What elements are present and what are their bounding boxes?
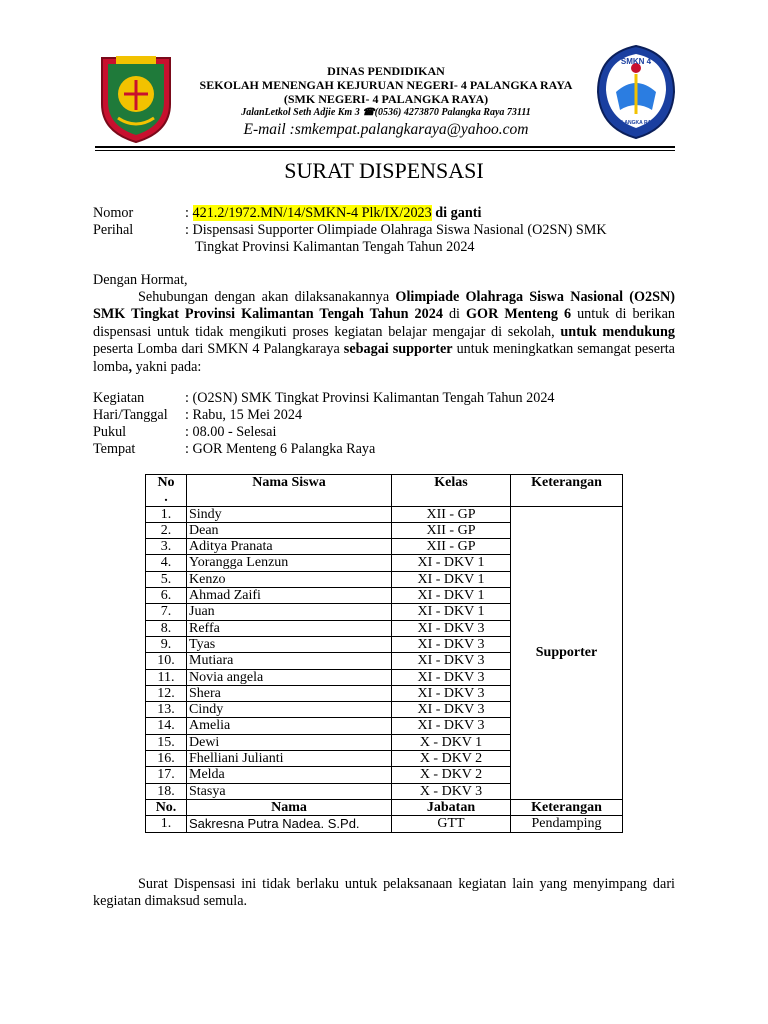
nomor-label: Nomor — [93, 205, 134, 221]
row-nama: Juan — [187, 604, 392, 620]
row-nama: Stasya — [187, 783, 392, 799]
row-no: 9. — [146, 636, 187, 652]
row-nama: Dean — [187, 522, 392, 538]
pukul-label: Pukul — [93, 424, 127, 440]
row-nama: Cindy — [187, 702, 392, 718]
tanggal-label: Hari/Tanggal — [93, 407, 168, 423]
row-kelas: X - DKV 2 — [392, 751, 511, 767]
row-no: 16. — [146, 751, 187, 767]
province-emblem-logo — [96, 52, 176, 144]
row-kelas: XI - DKV 1 — [392, 571, 511, 587]
header-kelas: Kelas — [392, 475, 511, 507]
letterhead-divider-thin — [95, 150, 675, 151]
p1-e: untuk di berikan dispensasi untuk tidak mengikuti proses kegiatan belajar mengajar di sekolah, — [93, 306, 675, 340]
tempat-value: : GOR Menteng 6 Palangka Raya — [185, 441, 376, 457]
row-nama: Yorangga Lenzun — [187, 555, 392, 571]
row-nama: Dewi — [187, 734, 392, 750]
row-kelas: XI - DKV 3 — [392, 653, 511, 669]
p1-venue: GOR Menteng 6 — [466, 306, 572, 323]
nomor-row — [93, 205, 675, 223]
school-email: E-mail :smkempat.palangkaraya@yahoo.com — [243, 121, 529, 138]
row-kelas: XI - DKV 1 — [392, 588, 511, 604]
keterangan-supporter: Supporter — [511, 506, 623, 799]
school-logo-top-text: SMKN 4 — [620, 57, 652, 66]
student-table — [145, 474, 623, 833]
table-header-row — [146, 475, 623, 507]
row-nama: Shera — [187, 685, 392, 701]
row-nama: Melda — [187, 767, 392, 783]
row-nama: Sindy — [187, 506, 392, 522]
kegiatan-value: : (O2SN) SMK Tingkat Provinsi Kalimantan Tengah Tahun 2024 — [185, 390, 555, 406]
row-kelas: XI - DKV 3 — [392, 718, 511, 734]
body-paragraph — [93, 289, 675, 376]
row-no: 3. — [146, 539, 187, 555]
perihal-line1: : Dispensasi Supporter Olimpiade Olahraga Siswa Nasional (O2SN) SMK — [185, 222, 607, 238]
row-nama: Ahmad Zaifi — [187, 588, 392, 604]
row-no: 18. — [146, 783, 187, 799]
pendamping-header-nama: Nama — [187, 799, 392, 815]
header-keterangan: Keterangan — [511, 475, 623, 507]
letterhead — [180, 64, 592, 140]
perihal-line2: Tingkat Provinsi Kalimantan Tengah Tahun 2024 — [195, 239, 475, 255]
p1-i: untuk meningkatkan semangat peserta lomba — [93, 341, 675, 375]
kegiatan-label: Kegiatan — [93, 390, 145, 406]
row-kelas: X - DKV 1 — [392, 734, 511, 750]
pendamping-keterangan: Pendamping — [511, 816, 623, 832]
pendamping-header-keterangan: Keterangan — [511, 799, 623, 815]
row-no: 10. — [146, 653, 187, 669]
row-kelas: XII - GP — [392, 506, 511, 522]
row-no: 15. — [146, 734, 187, 750]
school-short-name: (SMK NEGERI- 4 PALANGKA RAYA) — [283, 92, 489, 106]
p1-purpose: untuk mendukung — [560, 323, 675, 340]
pendamping-header-row — [146, 799, 623, 815]
row-kelas: XI - DKV 3 — [392, 620, 511, 636]
row-kelas: X - DKV 2 — [392, 767, 511, 783]
agency-name: DINAS PENDIDIKAN — [327, 64, 445, 78]
p1-c: di — [442, 306, 467, 323]
p1-a: Sehubungan dengan akan dilaksanakannya — [138, 289, 396, 305]
row-no: 5. — [146, 571, 187, 587]
row-no: 11. — [146, 669, 187, 685]
row-no: 8. — [146, 620, 187, 636]
row-nama: Mutiara — [187, 653, 392, 669]
pendamping-jabatan: GTT — [392, 816, 511, 832]
tanggal-value: : Rabu, 15 Mei 2024 — [185, 407, 303, 423]
p1-g: peserta Lomba dari SMKN 4 Palangkaraya — [93, 341, 344, 358]
row-no: 7. — [146, 604, 187, 620]
nomor-colon: : — [185, 205, 193, 221]
row-nama: Novia angela — [187, 669, 392, 685]
nomor-value: 421.2/1972.MN/14/SMKN-4 Plk/IX/2023 — [192, 205, 432, 221]
row-nama: Aditya Pranata — [187, 539, 392, 555]
school-logo-bottom-text: PALANGKA RAYA — [614, 120, 658, 126]
row-no: 2. — [146, 522, 187, 538]
school-logo — [594, 44, 678, 140]
row-nama: Amelia — [187, 718, 392, 734]
row-kelas: X - DKV 3 — [392, 783, 511, 799]
row-kelas: XI - DKV 3 — [392, 636, 511, 652]
perihal-row — [93, 222, 675, 258]
tempat-label: Tempat — [93, 441, 136, 457]
pukul-row — [93, 424, 675, 442]
p1-event-name: Olimpiade Olahraga Siswa Nasional (O2SN) SMK Tingkat Provinsi Kalimantan Tengah Tahun 2024 — [93, 289, 675, 323]
perihal-label: Perihal — [93, 222, 134, 238]
school-address: JalanLetkol Seth Adjie Km 3 ☎(0536) 4273870 Palangka Raya 73111 — [241, 107, 531, 118]
p1-role: sebagai supporter — [343, 341, 453, 358]
header-no: No . — [146, 475, 187, 507]
row-kelas: XI - DKV 3 — [392, 702, 511, 718]
pendamping-header-jabatan: Jabatan — [392, 799, 511, 815]
row-kelas: XI - DKV 3 — [392, 669, 511, 685]
pendamping-nama: Sakresna Putra Nadea. S.Pd. — [187, 816, 392, 832]
nomor-suffix: di ganti — [431, 205, 482, 221]
p1-comma: , — [128, 358, 133, 375]
row-no: 4. — [146, 555, 187, 571]
greeting: Dengan Hormat, — [93, 272, 188, 288]
nomor-value-line — [185, 205, 481, 222]
kegiatan-row — [93, 390, 675, 408]
row-no: 17. — [146, 767, 187, 783]
pendamping-no: 1. — [146, 816, 187, 832]
row-nama: Kenzo — [187, 571, 392, 587]
row-kelas: XI - DKV 1 — [392, 604, 511, 620]
pukul-value: : 08.00 - Selesai — [185, 424, 277, 440]
p1-k: yakni pada: — [132, 358, 202, 375]
table-row — [146, 506, 623, 522]
pendamping-row — [146, 816, 623, 832]
letterhead-divider — [95, 146, 675, 148]
row-no: 14. — [146, 718, 187, 734]
row-kelas: XI - DKV 3 — [392, 685, 511, 701]
pendamping-header-no: No. — [146, 799, 187, 815]
row-no: 1. — [146, 506, 187, 522]
row-no: 13. — [146, 702, 187, 718]
row-nama: Reffa — [187, 620, 392, 636]
row-no: 6. — [146, 588, 187, 604]
row-kelas: XII - GP — [392, 522, 511, 538]
document-title: SURAT DISPENSASI — [284, 158, 484, 183]
tanggal-row — [93, 407, 675, 425]
school-name: SEKOLAH MENENGAH KEJURUAN NEGERI- 4 PALANGKA RAYA — [199, 78, 573, 92]
row-nama: Tyas — [187, 636, 392, 652]
tempat-row — [93, 441, 675, 459]
closing-paragraph: Surat Dispensasi ini tidak berlaku untuk pelaksanaan kegiatan lain yang menyimpang dari kegiatan dimaksud semula. — [93, 876, 675, 910]
row-kelas: XI - DKV 1 — [392, 555, 511, 571]
row-no: 12. — [146, 685, 187, 701]
row-kelas: XII - GP — [392, 539, 511, 555]
header-nama: Nama Siswa — [187, 475, 392, 507]
row-nama: Fhelliani Julianti — [187, 751, 392, 767]
